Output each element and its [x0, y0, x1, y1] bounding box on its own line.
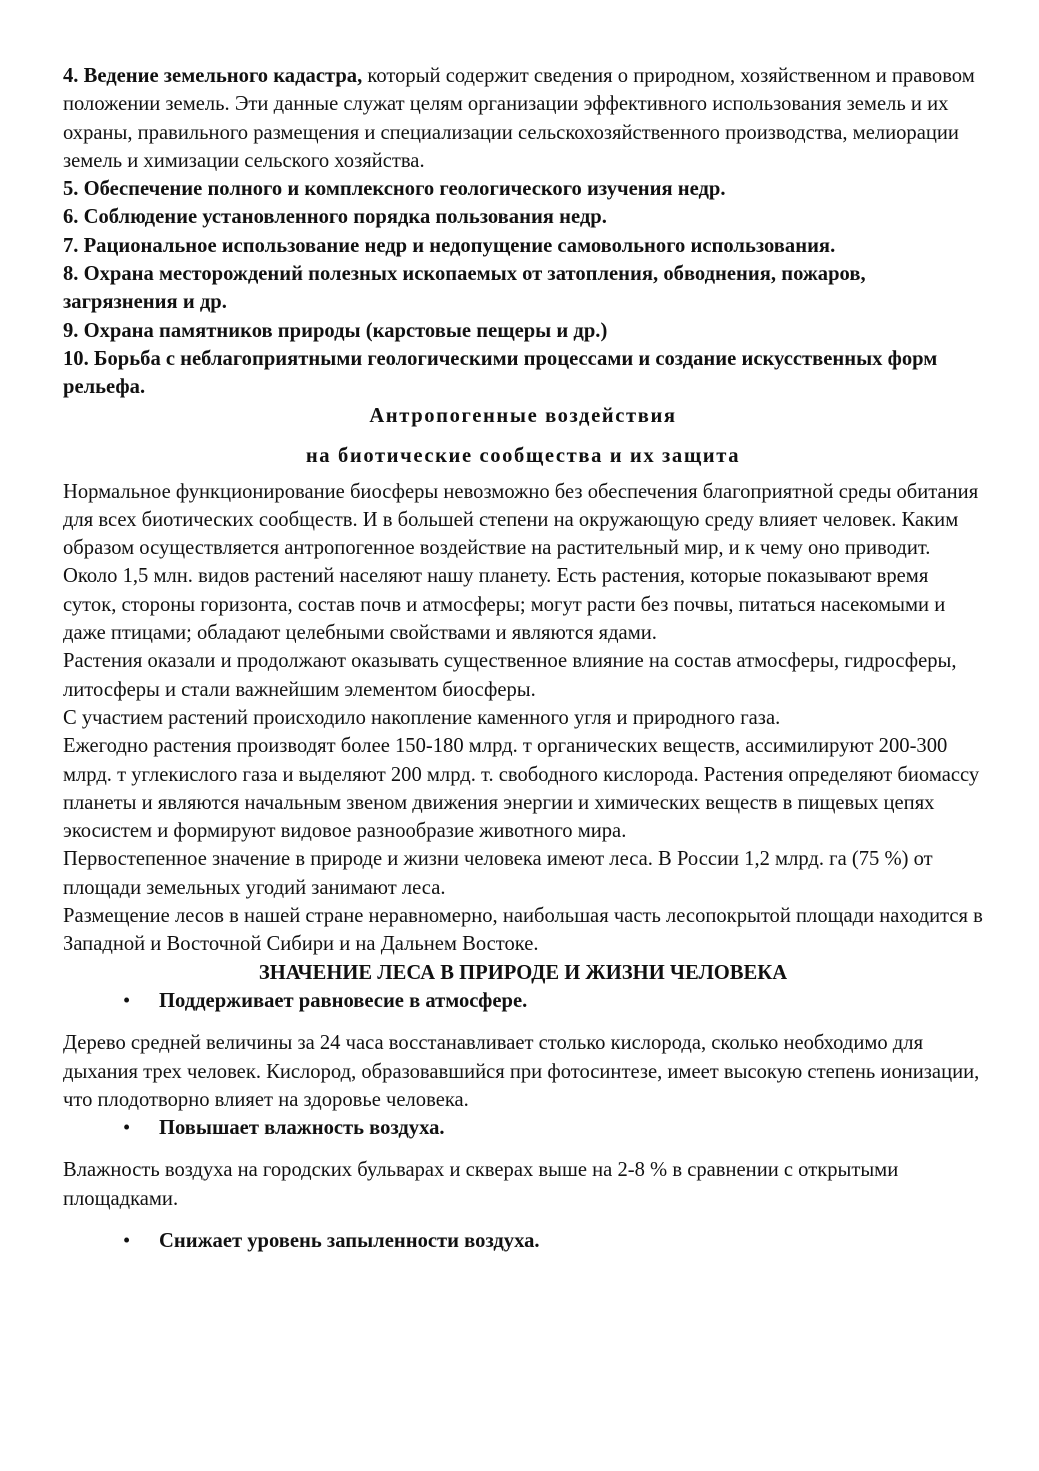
bullet-icon: • — [123, 989, 131, 1012]
paragraph: Ежегодно растения производят более 150-180 млрд. т органических веществ, ассимилируют 200-300 млрд. т углекислого газа и выделяют 200 млрд. т. свободного кислорода. Растения определяют биомассу планеты и являются начальным звеном движения энергии и химических веществ в пищевых цепях экосистем и формируют видовое разнообразие животного мира. — [63, 735, 980, 843]
section-heading: Антропогенные воздействия — [369, 404, 677, 427]
section-subheading: на биотические сообщества и их защита — [305, 444, 741, 467]
paragraph: Нормальное функционирование биосферы невозможно без обеспечения благоприятной среды обитания для всех биотических сообществ. И в большей степени на окружающую среду влияет человек. Каким образом осуществляется антропогенное воздействие на растительный мир, и к чему оно приводит. — [63, 480, 979, 560]
paragraph: Влажность воздуха на городских бульварах и скверах выше на 2-8 % в сравнении с открытыми площадками. — [63, 1159, 899, 1210]
list-item-4 — [63, 62, 983, 175]
bullet-icon: • — [123, 1117, 131, 1140]
forest-heading: ЗНАЧЕНИЕ ЛЕСА В ПРИРОДЕ И ЖИЗНИ ЧЕЛОВЕКА — [258, 961, 788, 984]
paragraph: С участием растений происходило накопление каменного угля и природного газа. — [63, 706, 781, 729]
paragraph: Растения оказали и продолжают оказывать существенное влияние на состав атмосферы, гидросферы, литосферы и стали важнейшим элементом биосферы. — [63, 650, 957, 701]
list-item-6: 6. Соблюдение установленного порядка пользования недр. — [63, 206, 607, 229]
bullet-item — [63, 1114, 983, 1142]
list-item-7: 7. Рациональное использование недр и недопущение самовольного использования. — [63, 234, 836, 257]
bullet-item — [63, 987, 983, 1015]
list-item-8: 8. Охрана месторождений полезных ископаемых от затопления, обводнения, пожаров, загрязнения и др. — [63, 263, 866, 314]
list-item-10: 10. Борьба с неблагоприятными геологическими процессами и создание искусственных форм рельефа. — [63, 347, 938, 399]
bullet-title: Поддерживает равновесие в атмосфере. — [159, 989, 528, 1012]
document-page — [63, 62, 983, 1255]
list-item-4-text: который содержит сведения о природном, хозяйственном и правовом положении земель. Эти данные служат целям организации эффективного использования земель и их охраны, правильного размещения и специализации сельскохозяйственного производства, мелиорации земель и химизации сельского хозяйства. — [63, 65, 975, 172]
paragraph: Около 1,5 млн. видов растений населяют нашу планету. Есть растения, которые показывают время суток, стороны горизонта, состав почв и атмосферы; могут расти без почвы, питаться насекомыми и даже птицами; обладают целебными свойствами и являются ядами. — [63, 565, 946, 645]
list-item-5: 5. Обеспечение полного и комплексного геологического изучения недр. — [63, 178, 726, 201]
paragraph: Размещение лесов в нашей стране неравномерно, наибольшая часть лесопокрытой площади находится в Западной и Восточной Сибири и на Дальнем Востоке. — [63, 905, 983, 956]
paragraph: Дерево средней величины за 24 часа восстанавливает столько кислорода, сколько необходимо для дыхания трех человек. Кислород, образовавшийся при фотосинтезе, имеет высокую степень ионизации, что плодотворно влияет на здоровье человека. — [63, 1032, 980, 1111]
list-item-4-title: 4. Ведение земельного кадастра, — [63, 65, 363, 87]
bullet-title: Повышает влажность воздуха. — [159, 1117, 445, 1140]
bullet-title: Снижает уровень запыленности воздуха. — [159, 1229, 540, 1252]
list-item-9: 9. Охрана памятников природы (карстовые пещеры и др.) — [63, 319, 608, 342]
bullet-item — [63, 1227, 983, 1255]
bullet-icon: • — [123, 1229, 131, 1252]
paragraph: Первостепенное значение в природе и жизни человека имеют леса. В России 1,2 млрд. га (75 %) от площади земельных угодий занимают леса. — [63, 848, 933, 899]
